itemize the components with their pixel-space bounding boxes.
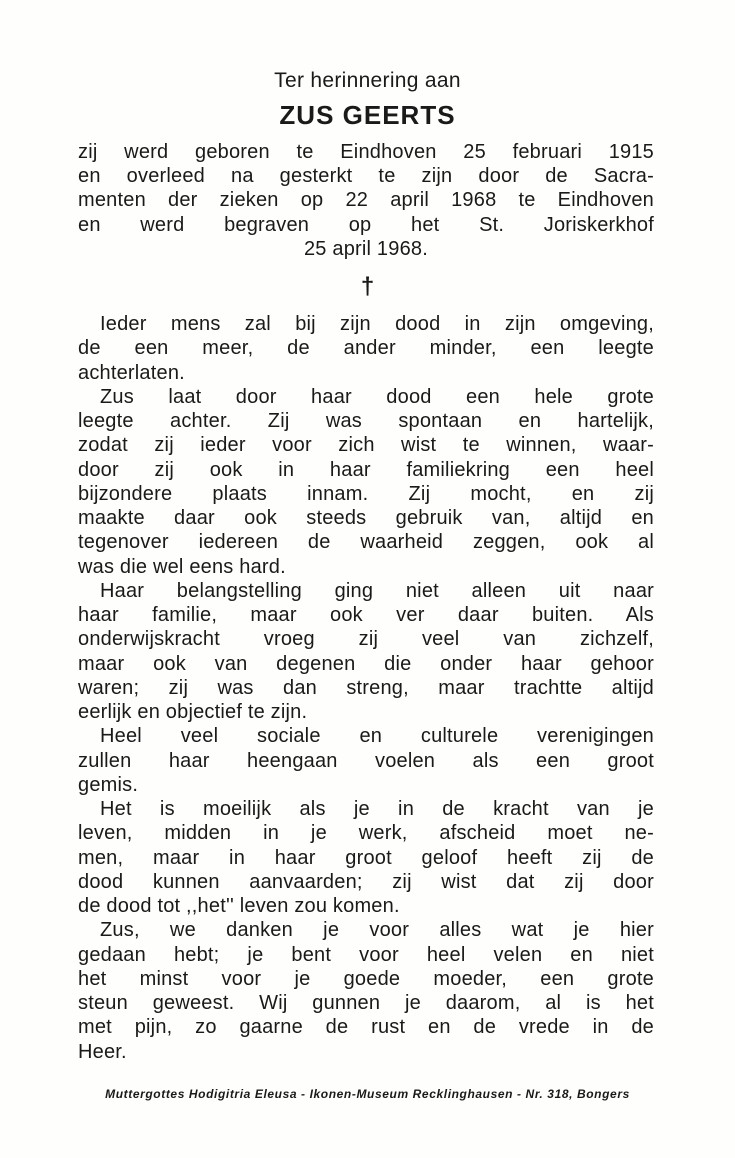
text-line: Zus laat door haar dood een hele grote [100,385,654,408]
memorial-text [78,312,654,1064]
text-line: zullen haar heengaan voelen als een groot [78,749,654,772]
text-line: Heel veel sociale en culturele verenigingen [100,725,654,748]
paragraph [78,312,654,385]
biography-block [78,140,654,261]
text-line: gedaan hebt; je bent voor heel velen en niet [78,943,654,966]
text-line: Haar belangstelling ging niet alleen uit naar [100,579,654,602]
text-line: onderwijskracht vroeg zij veel van zichzelf, [78,628,654,651]
cross-icon: † [360,273,375,300]
text-line: bijzondere plaats innam. Zij mocht, en zij [78,482,654,505]
text-line: Heer. [78,1040,127,1063]
text-line: haar familie, maar ook ver daar buiten. Als [78,604,654,626]
text-line: tegenover iedereen de waarheid zeggen, ook al [78,531,654,554]
paragraph [78,385,654,579]
text-line: Ieder mens zal bij zijn dood in zijn omgeving, [100,313,654,335]
bio-line: en overleed na gesterkt te zijn door de Sacra- [78,165,654,188]
text-line: achterlaten. [78,361,185,384]
paragraph [78,724,654,797]
bio-line: en werd begraven op het St. Joriskerkhof [78,213,654,236]
text-line: Zus, we danken je voor alles wat je hier [100,919,654,942]
paragraph [78,918,654,1064]
paragraph [78,579,654,725]
bio-line: 25 april 1968. [303,237,428,260]
bio-line: zij werd geboren te Eindhoven 25 februari 1915 [78,141,654,163]
text-line: het minst voor je goede moeder, een grote [78,967,654,990]
text-line: de een meer, de ander minder, een leegte [78,337,654,360]
card-header [0,66,735,132]
text-line: leegte achter. Zij was spontaan en hartelijk, [78,410,654,432]
text-line: maar ook van degenen die onder haar gehoor [78,652,654,675]
text-line: men, maar in haar groot geloof heeft zij de [78,846,654,869]
text-line: dood kunnen aanvaarden; zij wist dat zij door [78,870,654,893]
text-line: Het is moeilijk als je in de kracht van je [100,798,654,820]
text-line: eerlijk en objectief te zijn. [78,701,308,723]
text-line: waren; zij was dan streng, maar trachtte altijd [78,676,654,699]
text-line: gemis. [78,773,139,796]
text-line: de dood tot ,,het'' leven zou komen. [78,895,400,917]
text-line: zodat zij ieder voor zich wist te winnen, waar- [78,434,654,457]
paragraph [78,797,654,918]
text-line: met pijn, zo gaarne de rust en de vrede in de [78,1016,654,1039]
image-credit: Muttergottes Hodigitria Eleusa - Ikonen-Museum Recklinghausen - Nr. 318, Bongers [105,1087,630,1101]
text-line: steun geweest. Wij gunnen je daarom, al is het [78,992,654,1014]
deceased-name: ZUS GEERTS [279,100,456,130]
text-line: leven, midden in je werk, afscheid moet ne- [78,822,654,845]
intro-text: Ter herinnering aan [274,69,461,92]
text-line: was die wel eens hard. [78,555,286,578]
text-line: door zij ook in haar familiekring een heel [78,458,654,481]
bio-line: menten der zieken op 22 april 1968 te Eindhoven [78,189,654,212]
text-line: maakte daar ook steeds gebruik van, altijd en [78,507,654,529]
